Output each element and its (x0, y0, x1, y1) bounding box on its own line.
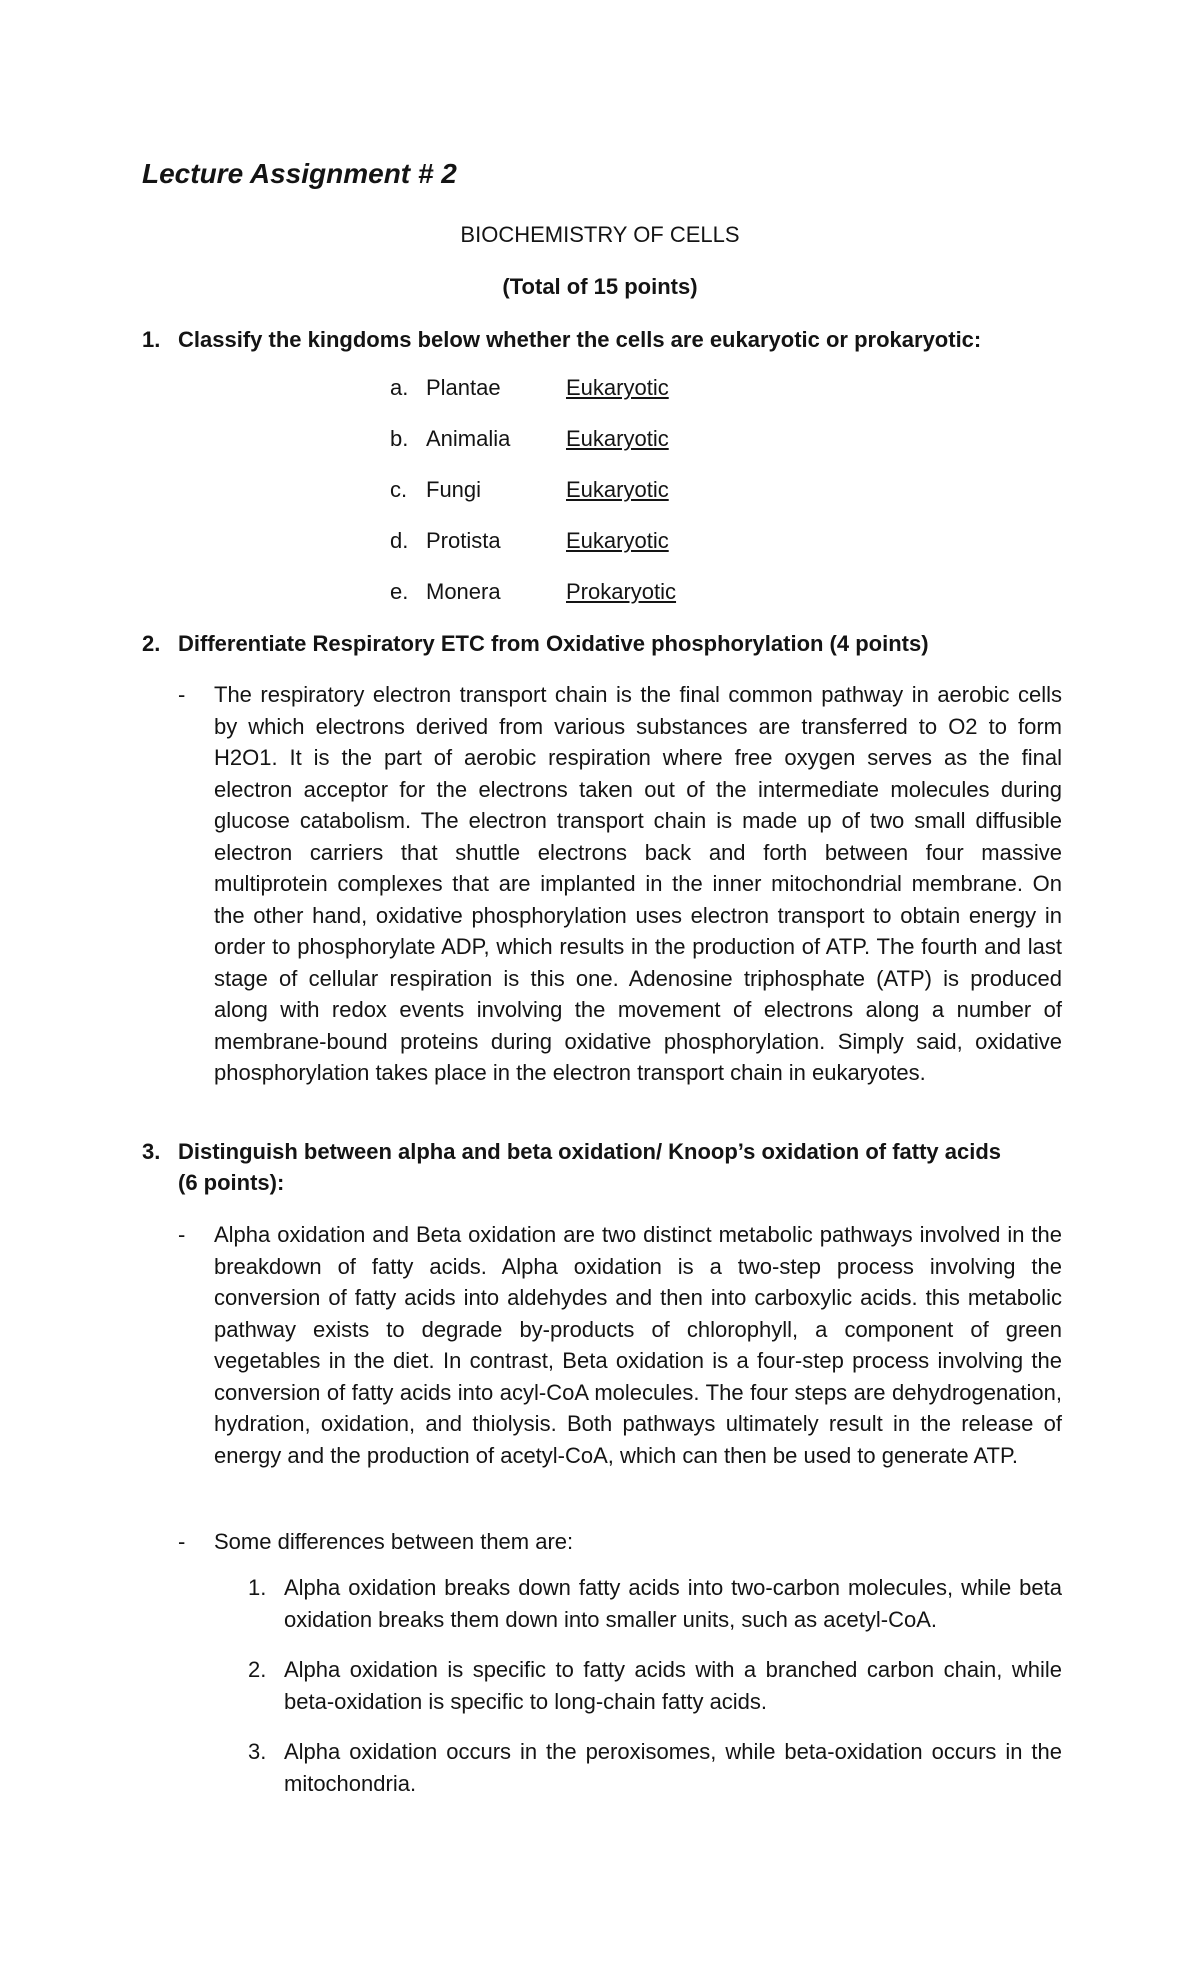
question-number: 2. (142, 631, 161, 656)
answer-text: Alpha oxidation and Beta oxidation are two distinct metabolic pathways involved in the breakdown of fatty acids. Alpha oxidation is a two-step process involving the conversion of fatty acids into aldehydes and then into carboxylic acids. this metabolic pathway exists to degrade by-products of chlorophyll, a component of green vegetables in the diet. In contrast, Beta oxidation is a four-step process involving the conversion of fatty acids into acyl-CoA molecules. The four steps are dehydrogenation, hydration, oxidation, and thiolysis. Both pathways ultimately result in the release of energy and the production of acetyl-CoA, which can then be used to generate ATP. (214, 1222, 1062, 1468)
intro-text: Some differences between them are: (214, 1529, 574, 1554)
list-item (248, 1736, 1062, 1799)
question-text: Differentiate Respiratory ETC from Oxidative phosphorylation (4 points) (178, 631, 929, 656)
list-item (390, 425, 676, 476)
total-points: (Total of 15 points) (502, 274, 698, 299)
answer-text: The respiratory electron transport chain is the final common pathway in aerobic cells by which electrons derived from various substances are transferred to O2 to form H2O1. It is the part of aerobic respiration where free oxygen serves as the final electron acceptor for the electrons taken out of the intermediate molecules during glucose catabolism. The electron transport chain is made up of two small diffusible electron carriers that shuttle electrons back and forth between four massive multiprotein complexes that are implanted in the inner mitochondrial membrane. On the other hand, oxidative phosphorylation uses electron transport to obtain energy in order to phosphorylate ADP, which results in the production of ATP. The fourth and last stage of cellular respiration is this one. Adenosine triphosphate (ATP) is produced along with redox events involving the movement of electrons along a number of membrane-bound proteins during oxidative phosphorylation. Simply said, oxidative phosphorylation takes place in the electron transport chain in eukaryotes. (214, 682, 1062, 1085)
kingdom-name: Monera (426, 579, 501, 604)
item-text: Alpha oxidation breaks down fatty acids into two-carbon molecules, while beta oxidation breaks them down into smaller units, such as acetyl-CoA. (284, 1575, 1062, 1632)
question-text: Distinguish between alpha and beta oxidation/ Knoop’s oxidation of fatty acids (178, 1139, 1002, 1164)
dash-bullet: - (178, 1529, 186, 1554)
item-number: 3. (248, 1739, 267, 1764)
differences-list (248, 1572, 1062, 1818)
document-title: Lecture Assignment # 2 (142, 158, 457, 189)
item-number: 2. (248, 1657, 267, 1682)
list-item (248, 1654, 1062, 1717)
item-letter: c. (390, 477, 408, 502)
kingdom-name: Fungi (426, 477, 482, 502)
question-3-answer (178, 1219, 1062, 1471)
cell-type-answer: Eukaryotic (566, 477, 669, 502)
question-number: 1. (142, 327, 161, 352)
question-2-answer (178, 679, 1062, 1089)
differences-intro (178, 1526, 1062, 1558)
item-letter: b. (390, 426, 409, 451)
question-number: 3. (142, 1139, 161, 1164)
list-item (390, 374, 676, 425)
item-text: Alpha oxidation is specific to fatty acids with a branched carbon chain, while beta-oxidation is specific to long-chain fatty acids. (284, 1657, 1062, 1714)
document-subtitle: BIOCHEMISTRY OF CELLS (460, 222, 740, 247)
cell-type-answer: Eukaryotic (566, 426, 669, 451)
dash-bullet: - (178, 682, 186, 707)
kingdom-name: Protista (426, 528, 501, 553)
cell-type-answer: Eukaryotic (566, 528, 669, 553)
list-item (390, 476, 676, 527)
question-3-heading (142, 1136, 1062, 1198)
item-letter: a. (390, 375, 409, 400)
dash-bullet: - (178, 1222, 186, 1247)
kingdom-classification-list (390, 374, 676, 629)
list-item (390, 578, 676, 629)
item-number: 1. (248, 1575, 267, 1600)
cell-type-answer: Prokaryotic (566, 579, 677, 604)
kingdom-name: Animalia (426, 426, 511, 451)
question-text: Classify the kingdoms below whether the cells are eukaryotic or prokaryotic: (178, 327, 982, 352)
cell-type-answer: Eukaryotic (566, 375, 669, 400)
item-letter: e. (390, 579, 409, 604)
question-1-heading (142, 324, 1062, 355)
question-2-heading (142, 628, 1062, 659)
question-points: (6 points): (178, 1170, 285, 1195)
item-text: Alpha oxidation occurs in the peroxisomes, while beta-oxidation occurs in the mitochondria. (284, 1739, 1062, 1796)
kingdom-name: Plantae (426, 375, 501, 400)
item-letter: d. (390, 528, 409, 553)
list-item (390, 527, 676, 578)
list-item (248, 1572, 1062, 1635)
